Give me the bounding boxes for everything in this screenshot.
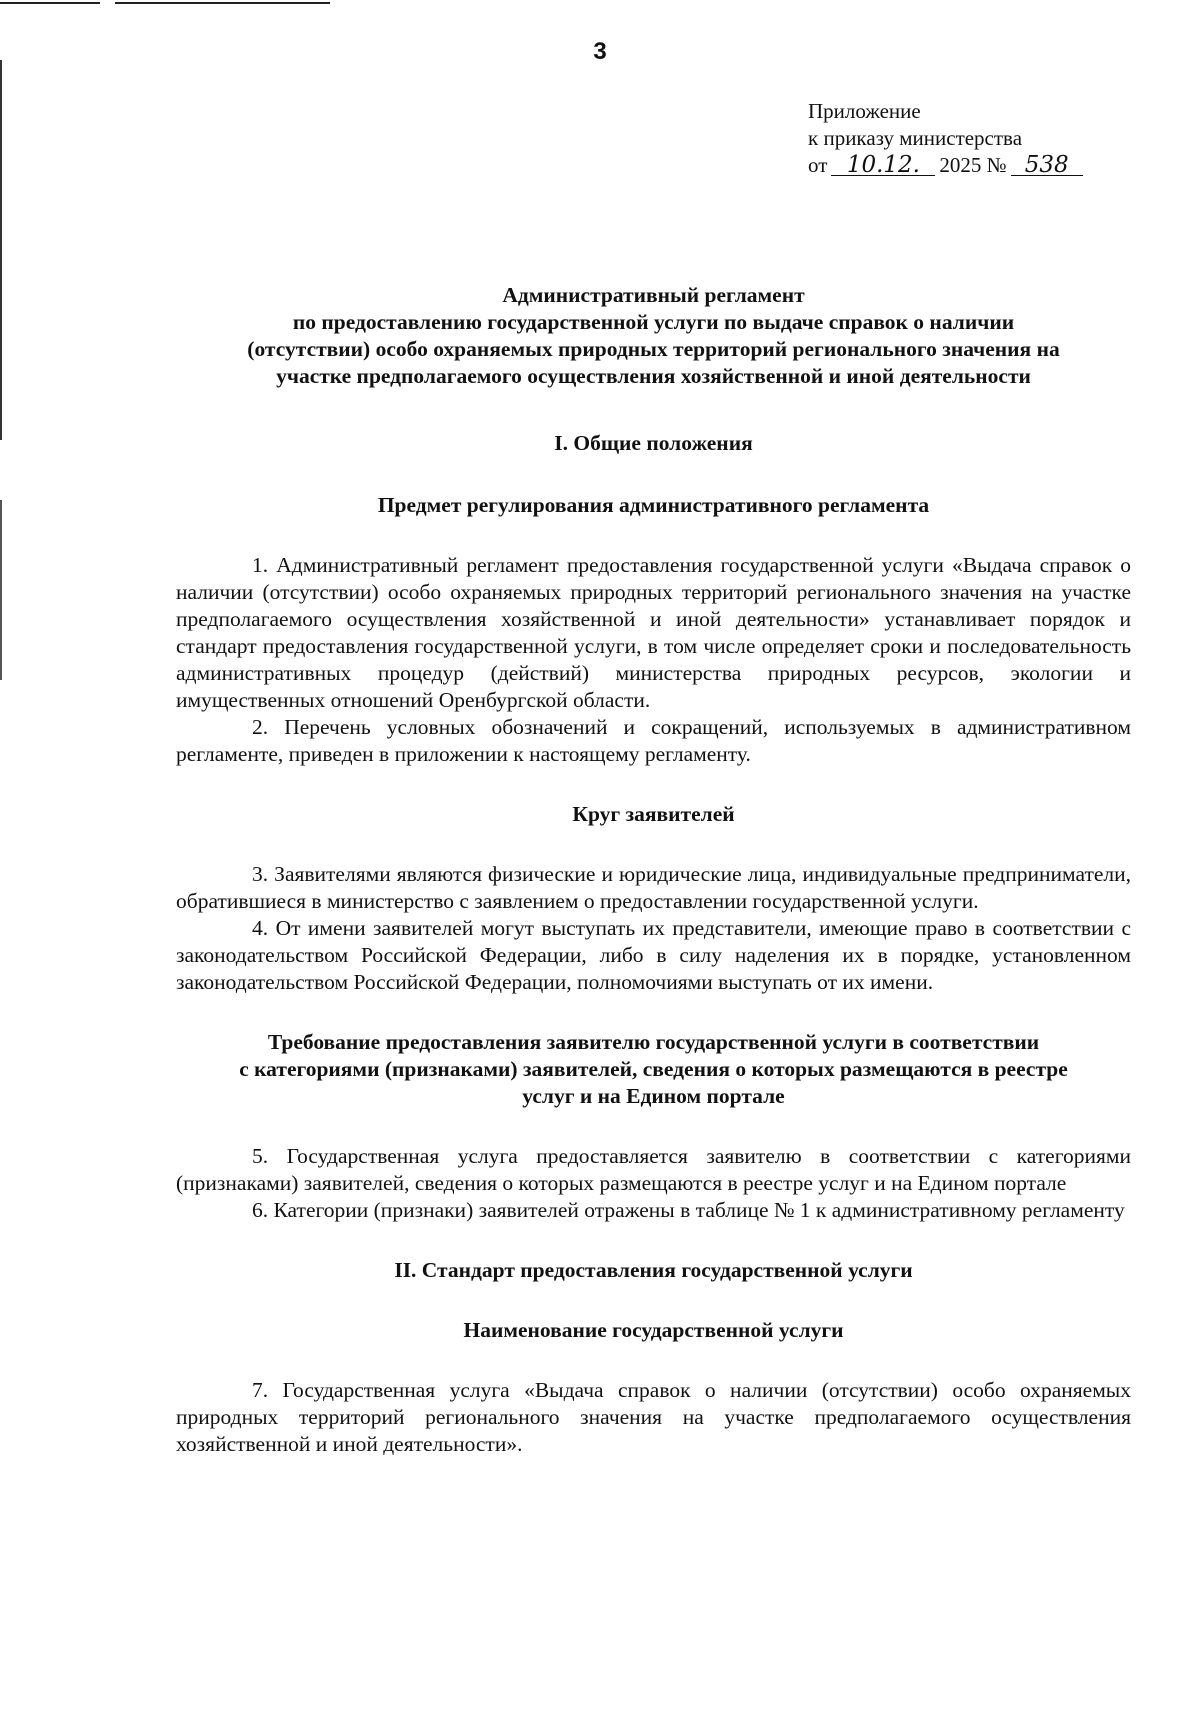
title-line: Административный регламент xyxy=(502,283,805,307)
heading-line: услуг и на Едином портале xyxy=(522,1084,785,1108)
appendix-prefix: от xyxy=(808,153,828,177)
subsection-heading xyxy=(176,1029,1131,1110)
scan-artifact-line xyxy=(0,2,100,4)
handwritten-date: 10.12. xyxy=(831,155,935,176)
paragraph-3: 3. Заявителями являются физические и юридические лица, индивидуальные предприниматели, обратившиеся в министерство с заявлением о предоставлении государственной услуги. xyxy=(176,862,1131,913)
scan-artifact-line xyxy=(115,2,330,4)
appendix-order-ref: к приказу министерства xyxy=(808,126,1023,150)
subsection-heading: Наименование государственной услуги xyxy=(463,1318,844,1342)
title-line: участке предполагаемого осуществления хозяйственной и иной деятельности xyxy=(276,364,1031,388)
subsection-heading: Круг заявителей xyxy=(572,802,735,826)
heading-line: Требование предоставления заявителю государственной услуги в соответствии xyxy=(267,1030,1040,1054)
page-number: 3 xyxy=(593,38,607,65)
appendix-year: 2025 № xyxy=(939,153,1007,177)
paragraph-7: 7. Государственная услуга «Выдача справок о наличии (отсутствии) особо охраняемых природных территорий регионального значения на участке предполагаемого осуществления хозяйственной и иной деятельности». xyxy=(176,1378,1131,1456)
paragraph-1: 1. Административный регламент предоставления государственной услуги «Выдача справок о наличии (отсутствии) особо охраняемых природных территорий регионального значения на участке предполагаемого осуществления хозяйственной и иной деятельности» устанавливает порядок и стандарт предоставления государственной услуги, в том числе определяет сроки и последовательность административных процедур (действий) министерства природных ресурсов, экологии и имущественных отношений Оренбургской области. xyxy=(176,553,1131,712)
document-title xyxy=(176,282,1131,390)
appendix-date-line xyxy=(808,152,1083,179)
title-line: (отсутствии) особо охраняемых природных территорий регионального значения на xyxy=(247,337,1060,361)
paragraph-4: 4. От имени заявителей могут выступать их представители, имеющие право в соответствии с законодательством Российской Федерации, либо в силу наделения их в порядке, установленном законодательством Российской Федерации, полномочиями выступать от их имени. xyxy=(176,916,1131,994)
subsection-heading: Предмет регулирования административного регламента xyxy=(377,493,930,517)
document-body xyxy=(176,282,1131,1458)
appendix-header xyxy=(808,98,1083,179)
scan-artifact-edge xyxy=(0,60,2,440)
paragraph-6: 6. Категории (признаки) заявителей отражены в таблице № 1 к административному регламенту xyxy=(252,1198,1125,1222)
heading-line: с категориями (признаками) заявителей, сведения о которых размещаются в реестре xyxy=(239,1057,1068,1081)
handwritten-number: 538 xyxy=(1011,155,1083,176)
section-heading: I. Общие положения xyxy=(554,431,753,455)
paragraph-2: 2. Перечень условных обозначений и сокращений, используемых в административном регламенте, приведен в приложении к настоящему регламенту. xyxy=(176,715,1131,766)
scan-artifact-edge xyxy=(0,500,2,680)
section-heading: II. Стандарт предоставления государственной услуги xyxy=(394,1258,913,1282)
title-line: по предоставлению государственной услуги по выдаче справок о наличии xyxy=(292,310,1015,334)
appendix-label: Приложение xyxy=(808,99,921,123)
paragraph-5: 5. Государственная услуга предоставляется заявителю в соответствии с категориями (признаками) заявителей, сведения о которых размещаются в реестре услуг и на Едином портале xyxy=(176,1144,1131,1195)
